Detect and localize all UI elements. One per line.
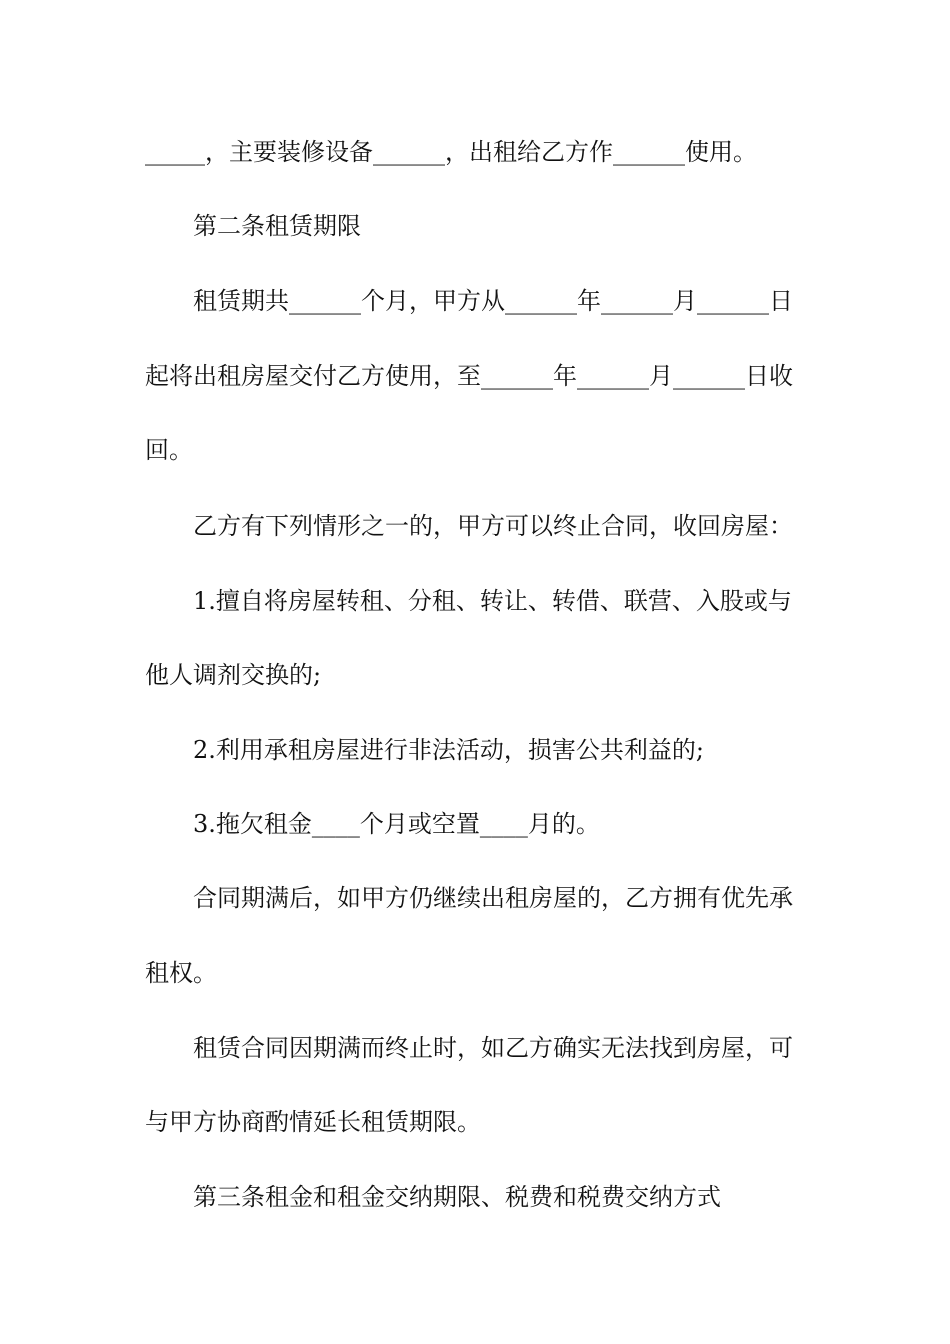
- paragraph-line: 起将出租房屋交付乙方使用，至______年______月______日收: [145, 362, 793, 390]
- paragraph-line: 合同期满后，如甲方仍继续出租房屋的，乙方拥有优先承: [193, 884, 793, 912]
- list-item: 3.拖欠租金____个月或空置____月的。: [193, 810, 600, 838]
- paragraph-line: 租权。: [145, 959, 217, 987]
- section-heading: 第二条租赁期限: [193, 212, 361, 240]
- paragraph-line: 乙方有下列情形之一的，甲方可以终止合同，收回房屋：: [193, 512, 793, 540]
- paragraph-line: 他人调剂交换的;: [145, 661, 322, 689]
- paragraph-line: 租赁期共______个月，甲方从______年______月______日: [193, 287, 793, 315]
- paragraph-line: 回。: [145, 436, 193, 464]
- paragraph-line: 与甲方协商酌情延长租赁期限。: [145, 1108, 481, 1136]
- paragraph-line: _____，主要装修设备______，出租给乙方作______使用。: [145, 138, 757, 166]
- paragraph-line: 租赁合同因期满而终止时，如乙方确实无法找到房屋，可: [193, 1034, 793, 1062]
- list-item: 1.擅自将房屋转租、分租、转让、转借、联营、入股或与: [193, 587, 792, 615]
- list-item: 2.利用承租房屋进行非法活动，损害公共利益的;: [193, 736, 704, 764]
- section-heading: 第三条租金和租金交纳期限、税费和税费交纳方式: [193, 1183, 721, 1211]
